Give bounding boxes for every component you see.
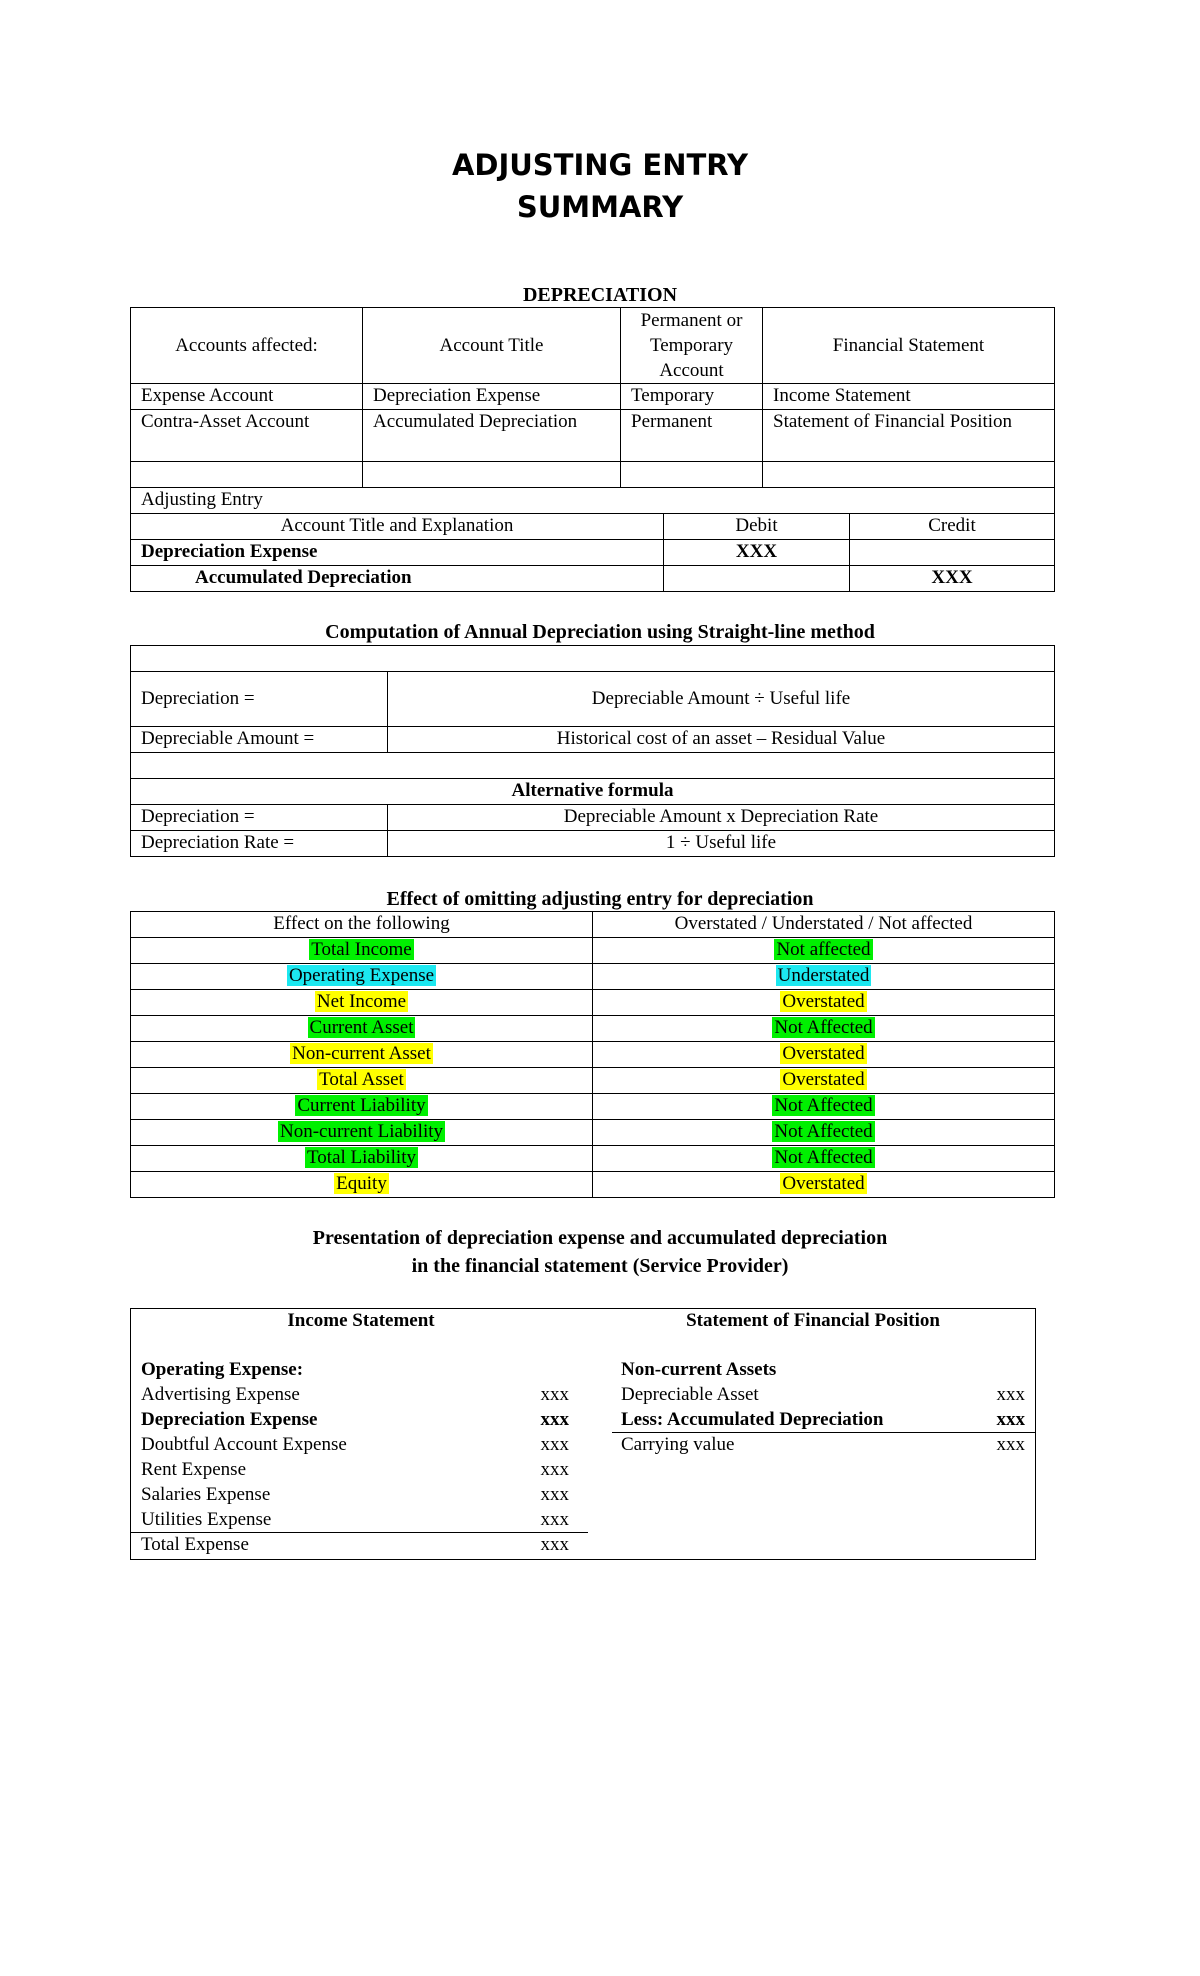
entry-credit: XXX [850,566,1055,592]
entry-title: Depreciation Expense [131,540,664,566]
header-perm-temp: Permanent or Temporary Account [621,308,763,384]
effect-item: Current Asset [309,1017,414,1038]
row-title: Depreciation Expense [363,384,621,410]
sfp-item-value: xxx [996,1384,1025,1405]
entry-header-debit: Debit [664,514,850,540]
adjusting-entry-table [130,487,1055,592]
presentation-heading-line2: in the financial statement (Service Provider) [411,1255,789,1277]
effect-value: Overstated [782,1173,865,1194]
effect-row [131,1094,1055,1120]
effect-value-cell [593,1016,1055,1042]
empty-cell [131,462,363,488]
effect-value-cell [593,1068,1055,1094]
header-account-title: Account Title [363,308,621,384]
effect-row [131,1120,1055,1146]
effect-value-cell [593,1120,1055,1146]
header-financial-statement: Financial Statement [763,308,1055,384]
effect-item: Net Income [316,991,407,1012]
depreciation-heading: DEPRECIATION [522,284,678,306]
is-item-value: xxx [540,1384,569,1405]
effect-item: Total Income [311,939,412,960]
page-title-line2: SUMMARY [516,190,684,224]
effect-item-cell [131,964,593,990]
effect-value: Overstated [782,991,865,1012]
row-type: Permanent [621,410,763,462]
effect-row [131,1016,1055,1042]
alternative-formula-heading: Alternative formula [131,779,1055,805]
alt-depreciation-formula: Depreciable Amount x Depreciation Rate [388,805,1055,831]
effect-row [131,1172,1055,1198]
effect-item-cell [131,1068,593,1094]
effect-item-cell [131,1172,593,1198]
entry-title: Accumulated Depreciation [131,566,664,592]
presentation-box [130,1308,1036,1560]
sfp-item-label: Less: Accumulated Depreciation [621,1409,884,1430]
effect-item-cell [131,938,593,964]
depreciation-rate-formula: 1 ÷ Useful life [388,831,1055,857]
effect-header-item: Effect on the following [131,912,593,938]
row-statement: Statement of Financial Position [763,410,1055,462]
depreciation-rate-label: Depreciation Rate = [131,831,388,857]
total-expense-value: xxx [540,1534,569,1555]
effect-value-cell [593,990,1055,1016]
entry-debit: XXX [664,540,850,566]
carrying-value-label: Carrying value [621,1434,735,1455]
effect-item: Non-current Asset [292,1043,431,1064]
depreciable-amount-label: Depreciable Amount = [131,727,388,753]
depreciable-amount-formula: Historical cost of an asset – Residual Value [388,727,1055,753]
effect-item-cell [131,1042,593,1068]
row-type: Temporary [621,384,763,410]
effect-row [131,1068,1055,1094]
empty-row [131,646,1055,672]
presentation-heading-line1: Presentation of depreciation expense and accumulated depreciation [312,1227,888,1249]
total-expense-label: Total Expense [141,1534,249,1555]
empty-cell [363,462,621,488]
is-item-label: Salaries Expense [141,1484,271,1505]
effect-value-cell [593,1094,1055,1120]
effect-value: Not Affected [774,1017,873,1038]
effect-row [131,1146,1055,1172]
effect-item-cell [131,1016,593,1042]
effect-row [131,938,1055,964]
effect-item-cell [131,990,593,1016]
effect-item: Equity [336,1173,387,1194]
effect-value: Understated [777,965,870,986]
is-item-value: xxx [540,1409,569,1430]
effect-item: Total Liability [307,1147,416,1168]
depreciation-formula: Depreciable Amount ÷ Useful life [388,672,1055,727]
effect-item: Current Liability [297,1095,426,1116]
is-item-label: Utilities Expense [141,1509,272,1530]
effect-item: Operating Expense [288,965,435,986]
effect-value-cell [593,1146,1055,1172]
row-title: Accumulated Depreciation [363,410,621,462]
accounts-table [130,307,1055,488]
effect-item: Non-current Liability [279,1121,444,1142]
computation-table [130,645,1055,857]
entry-credit [850,540,1055,566]
sfp-item-label: Depreciable Asset [621,1384,759,1405]
sfp-title: Statement of Financial Position [686,1310,940,1331]
alt-depreciation-label: Depreciation = [131,805,388,831]
empty-cell [621,462,763,488]
row-statement: Income Statement [763,384,1055,410]
depreciation-label: Depreciation = [131,672,388,727]
effect-row [131,964,1055,990]
income-statement-title: Income Statement [287,1310,435,1331]
is-item-label: Doubtful Account Expense [141,1434,347,1455]
effect-value: Not affected [776,939,871,960]
is-item-value: xxx [540,1434,569,1455]
entry-header-credit: Credit [850,514,1055,540]
effect-header-effect: Overstated / Understated / Not affected [593,912,1055,938]
effect-row [131,990,1055,1016]
is-item-value: xxx [540,1459,569,1480]
effect-item-cell [131,1120,593,1146]
is-item-label: Advertising Expense [141,1384,300,1405]
carrying-value-value: xxx [996,1434,1025,1455]
is-item-value: xxx [540,1509,569,1530]
effect-row [131,1042,1055,1068]
effect-value-cell [593,1172,1055,1198]
sfp-item-value: xxx [996,1409,1025,1430]
effect-table [130,911,1055,1198]
effect-heading: Effect of omitting adjusting entry for depreciation [386,888,814,910]
effect-item: Total Asset [319,1069,404,1090]
row-affected: Contra-Asset Account [131,410,363,462]
entry-debit [664,566,850,592]
is-item-value: xxx [540,1484,569,1505]
effect-item-cell [131,1094,593,1120]
row-affected: Expense Account [131,384,363,410]
adjusting-entry-label: Adjusting Entry [131,488,1055,514]
header-accounts-affected: Accounts affected: [131,308,363,384]
entry-header-title: Account Title and Explanation [131,514,664,540]
effect-value-cell [593,938,1055,964]
effect-value: Not Affected [774,1095,873,1116]
effect-value-cell [593,1042,1055,1068]
is-item-label: Depreciation Expense [141,1409,318,1430]
effect-value: Not Affected [774,1121,873,1142]
effect-value: Not Affected [774,1147,873,1168]
effect-value-cell [593,964,1055,990]
is-item-label: Rent Expense [141,1459,247,1480]
effect-value: Overstated [782,1069,865,1090]
non-current-assets-heading: Non-current Assets [621,1359,777,1380]
effect-item-cell [131,1146,593,1172]
effect-value: Overstated [782,1043,865,1064]
empty-row [131,753,1055,779]
operating-expense-heading: Operating Expense: [141,1359,304,1380]
computation-heading: Computation of Annual Depreciation using Straight-line method [325,621,875,643]
page-title-line1: ADJUSTING ENTRY [451,148,749,182]
empty-cell [763,462,1055,488]
